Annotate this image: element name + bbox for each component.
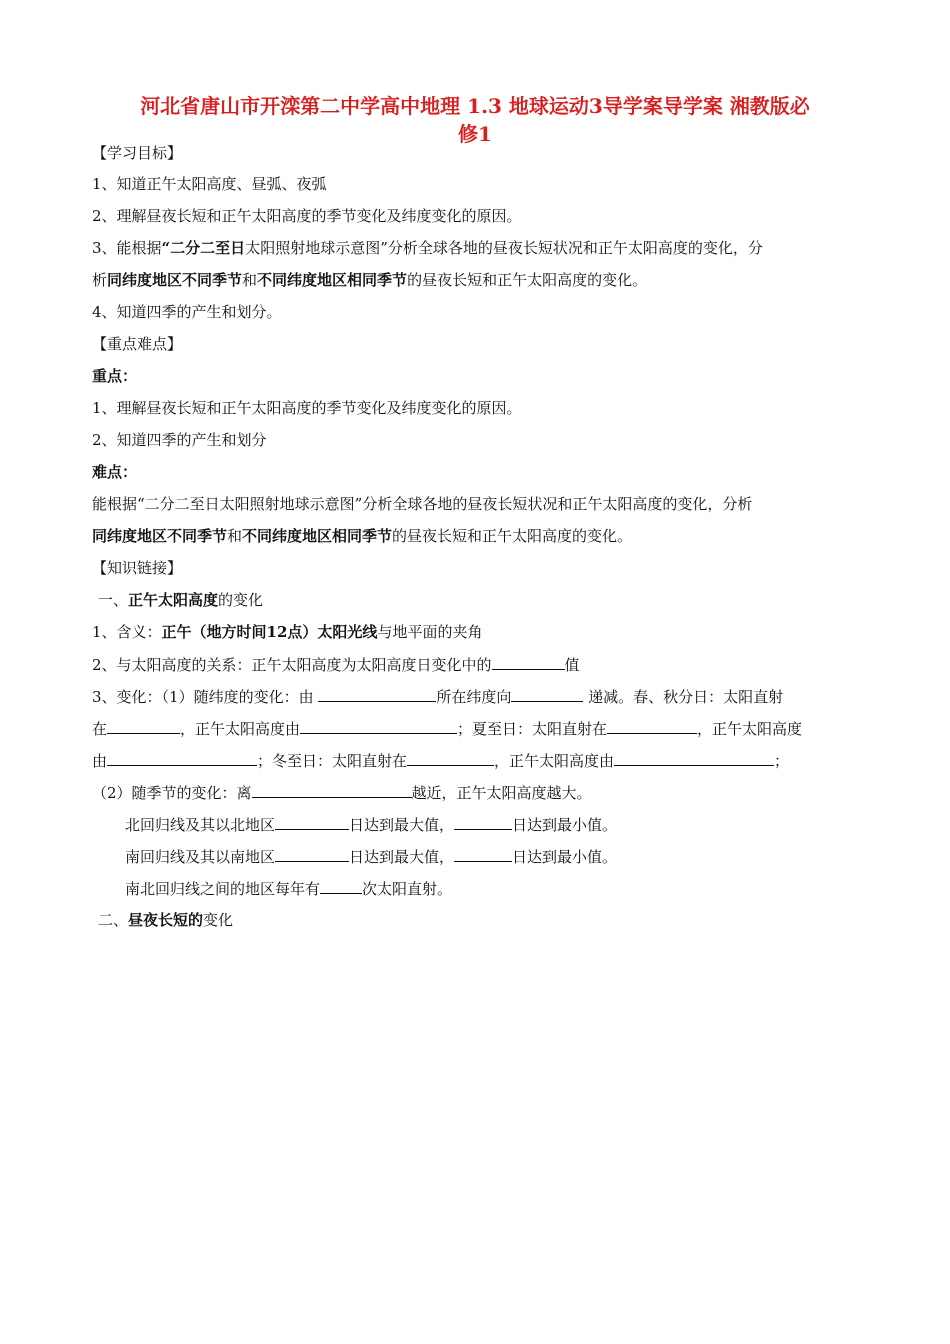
- bold-run: 正午（地方时间12点）太阳光线: [161, 623, 378, 641]
- text-run: ，正午太阳高度由: [494, 752, 615, 770]
- text-run: 的变化: [218, 591, 264, 609]
- text-run: 太阳照射地球示意图”分析全球各地的昼夜长短状况和正午太阳高度的变化，分: [245, 239, 763, 257]
- text-run: 日达到最大值，: [349, 848, 455, 866]
- north-tropic-line: [125, 814, 617, 835]
- goal-2: 2、理解昼夜长短和正午太阳高度的季节变化及纬度变化的原因。: [92, 207, 522, 225]
- text-run: 1、含义：: [92, 623, 162, 641]
- text-run: 次太阳直射。: [362, 880, 453, 898]
- south-tropic-line: [125, 846, 617, 867]
- relation-line: [92, 654, 580, 675]
- key-2: 2、知道四季的产生和划分: [92, 431, 267, 449]
- heading-noon-sun-altitude: [98, 590, 263, 610]
- fill-blank[interactable]: [107, 718, 180, 734]
- text-run: 南北回归线之间的地区每年有: [125, 880, 321, 898]
- variation-line-2: [92, 718, 802, 739]
- fill-blank[interactable]: [454, 814, 512, 830]
- text-run: 析: [92, 271, 108, 289]
- text-run: ；: [774, 752, 790, 770]
- text-run: ，正午太阳高度: [697, 720, 803, 738]
- text-run: 北回归线及其以北地区: [125, 816, 276, 834]
- goal-1: 1、知道正午太阳高度、昼弧、夜弧: [92, 175, 327, 193]
- text-run: 二、: [98, 911, 129, 929]
- key-label: 重点：: [92, 367, 138, 385]
- variation-line-1: [92, 686, 783, 707]
- text-run: 在: [92, 720, 108, 738]
- text-run: 和: [242, 271, 258, 289]
- difficulty-line-1: 能根据“二分二至日太阳照射地球示意图”分析全球各地的昼夜长短状况和正午太阳高度的变化，分析: [92, 495, 753, 513]
- text-run: （2）随季节的变化：离: [92, 784, 252, 802]
- text-run: 递减。春、秋分日：太阳直射: [588, 688, 784, 706]
- heading-day-length: [98, 910, 233, 930]
- goal-4: 4、知道四季的产生和划分。: [92, 303, 282, 321]
- fill-blank[interactable]: [407, 750, 494, 766]
- title-line-2: 修1: [458, 122, 492, 146]
- title-line-1: 河北省唐山市开滦第二中学高中地理 1.3 地球运动3导学案导学案 湘教版必: [140, 94, 810, 118]
- text-run: 的昼夜长短和正午太阳高度的变化。: [392, 527, 633, 545]
- difficulty-line-2: [92, 526, 632, 546]
- text-run: 的昼夜长短和正午太阳高度的变化。: [407, 271, 648, 289]
- text-run: 3、变化：（1）随纬度的变化：由: [92, 688, 314, 706]
- fill-blank[interactable]: [320, 878, 362, 894]
- text-run: 和: [227, 527, 243, 545]
- text-run: 越近，正午太阳高度越大。: [411, 784, 592, 802]
- text-run: 3、能根据: [92, 239, 162, 257]
- text-run: ，正午太阳高度由: [180, 720, 301, 738]
- fill-blank[interactable]: [607, 718, 697, 734]
- bold-run: 不同纬度地区相同季节: [242, 527, 393, 545]
- meaning-line: [92, 622, 482, 642]
- bold-run: 正午太阳高度: [128, 591, 219, 609]
- fill-blank[interactable]: [511, 686, 583, 702]
- variation-line-3: [92, 750, 789, 771]
- text-run: ；冬至日：太阳直射在: [257, 752, 408, 770]
- fill-blank[interactable]: [454, 846, 512, 862]
- fill-blank[interactable]: [275, 846, 349, 862]
- document-title: [80, 92, 870, 148]
- goal-3-line-1: [92, 238, 763, 258]
- bold-run: 同纬度地区不同季节: [107, 271, 243, 289]
- season-variation-line: [92, 782, 592, 803]
- goal-3-line-2: [92, 270, 647, 290]
- bold-run: “二分二至日: [161, 239, 246, 257]
- text-run: ；夏至日：太阳直射在: [457, 720, 608, 738]
- text-run: 与地平面的夹角: [377, 623, 483, 641]
- text-run: 日达到最小值。: [512, 816, 618, 834]
- key-1: 1、理解昼夜长短和正午太阳高度的季节变化及纬度变化的原因。: [92, 399, 522, 417]
- section-heading-goals: 【学习目标】: [92, 144, 183, 162]
- fill-blank[interactable]: [252, 782, 412, 798]
- section-heading-link: 【知识链接】: [92, 559, 183, 577]
- fill-blank[interactable]: [300, 718, 457, 734]
- text-run: 一、: [98, 591, 129, 609]
- text-run: 日达到最大值，: [349, 816, 455, 834]
- bold-run: 不同纬度地区相同季节: [257, 271, 408, 289]
- bold-run: 昼夜长短的: [128, 911, 204, 929]
- text-run: 变化: [203, 911, 234, 929]
- between-tropics-line: [125, 878, 452, 899]
- difficulty-label: 难点：: [92, 463, 138, 481]
- fill-blank[interactable]: [107, 750, 257, 766]
- text-run: 值: [564, 656, 580, 674]
- bold-run: 同纬度地区不同季节: [92, 527, 228, 545]
- fill-blank[interactable]: [318, 686, 436, 702]
- text-run: 由: [92, 752, 108, 770]
- section-heading-key: 【重点难点】: [92, 335, 183, 353]
- fill-blank[interactable]: [492, 654, 565, 670]
- text-run: 南回归线及其以南地区: [125, 848, 276, 866]
- text-run: 所在纬度向: [436, 688, 512, 706]
- fill-blank[interactable]: [614, 750, 774, 766]
- fill-blank[interactable]: [275, 814, 349, 830]
- text-run: 日达到最小值。: [512, 848, 618, 866]
- text-run: 2、与太阳高度的关系：正午太阳高度为太阳高度日变化中的: [92, 656, 492, 674]
